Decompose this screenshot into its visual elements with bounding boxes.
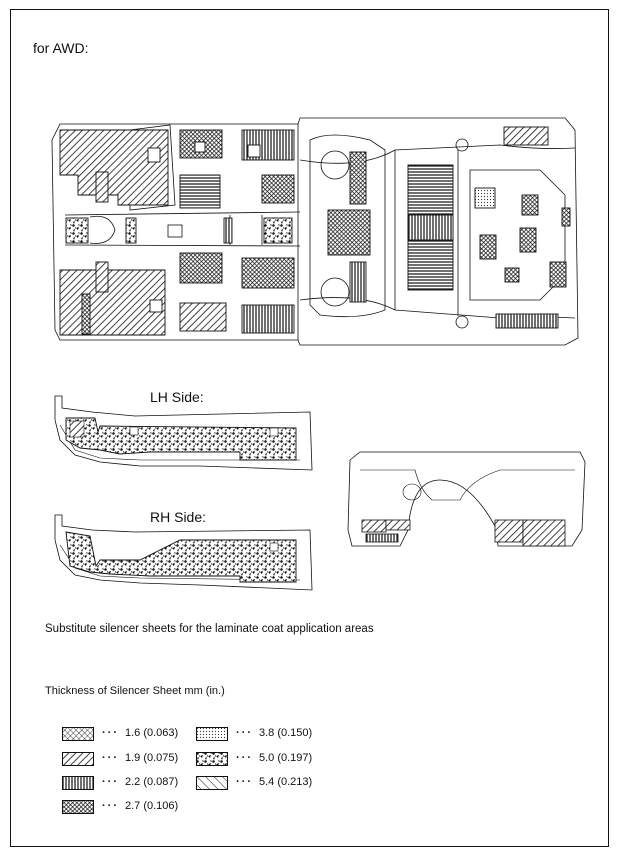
- legend-swatch-1-9: [62, 752, 94, 766]
- legend-item-1-6: ··· 1.6 (0.063): [102, 727, 179, 739]
- legend-swatch-3-8: [196, 727, 228, 741]
- substitution-note: Substitute silencer sheets for the laminate coat application areas: [45, 623, 374, 635]
- rh-side-label: RH Side:: [150, 509, 207, 525]
- legend-swatch-2-7: [62, 800, 94, 814]
- legend-item-5-0: ··· 5.0 (0.197): [236, 752, 313, 764]
- legend-item-2-2: ··· 2.2 (0.087): [102, 776, 179, 788]
- rear-section-view: [348, 452, 585, 546]
- legend-swatch-1-6: [62, 727, 94, 741]
- page-heading: for AWD:: [33, 40, 89, 56]
- lh-side-label: LH Side:: [150, 389, 204, 405]
- legend-item-2-7: ··· 2.7 (0.106): [102, 800, 179, 812]
- legend-swatch-5-0: [196, 752, 228, 766]
- legend-item-5-4: ··· 5.4 (0.213): [236, 776, 313, 788]
- legend-item-3-8: ··· 3.8 (0.150): [236, 727, 313, 739]
- lh-side-view: [55, 396, 312, 470]
- underbody-sheets: [60, 127, 570, 335]
- legend-item-1-9: ··· 1.9 (0.075): [102, 752, 179, 764]
- rh-side-view: [55, 515, 312, 590]
- legend-swatch-2-2: [62, 776, 94, 790]
- legend-title: Thickness of Silencer Sheet mm (in.): [45, 685, 225, 697]
- legend-swatch-5-4: [196, 776, 228, 790]
